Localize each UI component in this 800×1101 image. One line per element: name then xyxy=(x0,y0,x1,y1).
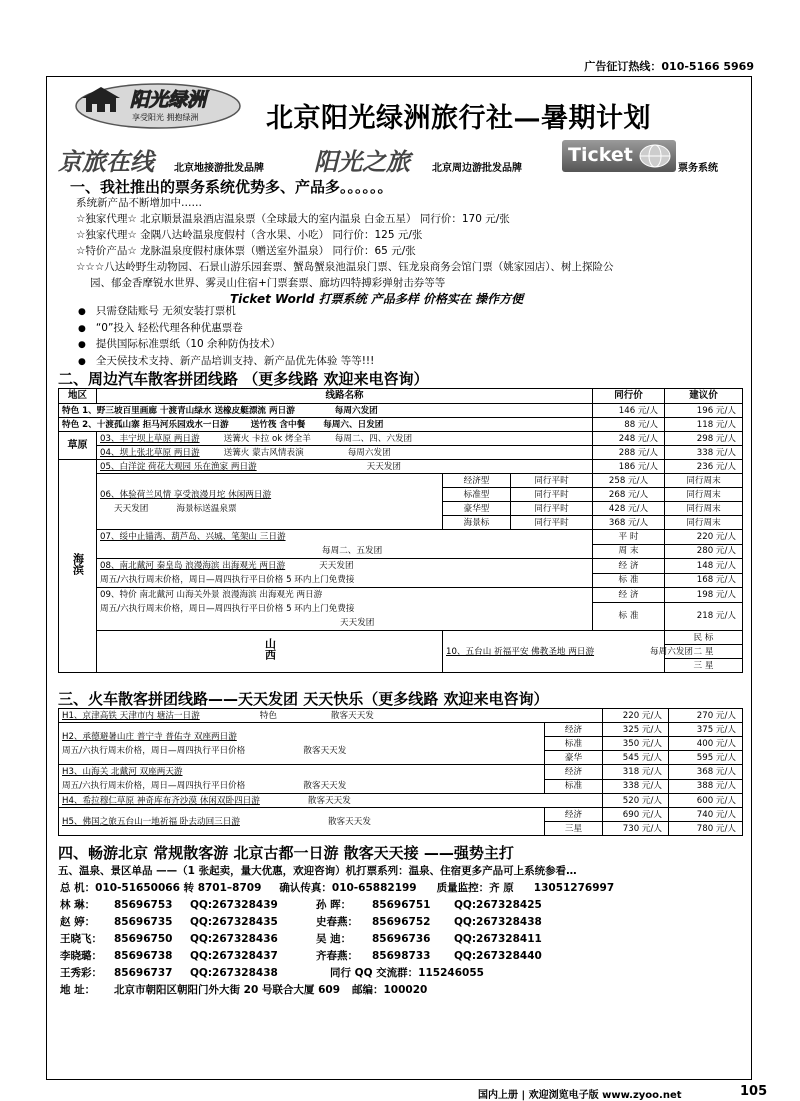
suggest-price: 270 元/人 xyxy=(669,709,743,723)
train-tour-table xyxy=(58,708,743,836)
period-label: 平 时 xyxy=(593,530,665,545)
footer-text: 国内上册 | 欢迎浏览电子版 www.zyoo.net xyxy=(478,1090,682,1101)
table-row xyxy=(59,588,743,603)
s1-line-3: ☆特价产品☆ 龙脉温泉度假村康体票（赠送室外温泉） 同行价：65 元/张 xyxy=(76,245,416,257)
s1-line-1: ☆独家代理☆ 北京顺景温泉酒店温泉票（全球最大的室内温泉 白金五星） 同行价：170 元/张 xyxy=(76,213,510,225)
s1-bullet: ● 全天侯技术支持、新产品培训支持、新产品优先体验 等等!!! xyxy=(78,354,374,371)
grade-label: 经 济 xyxy=(593,559,665,574)
bus-tour-table xyxy=(58,388,743,673)
table-row xyxy=(59,418,743,432)
table-row xyxy=(59,559,743,574)
suggest-price: 595 元/人 xyxy=(669,751,743,765)
table-row xyxy=(59,446,743,460)
price-label: 同行平时 xyxy=(511,502,593,516)
grade-label: 豪华 xyxy=(545,751,603,765)
suggest-price: 400 元/人 xyxy=(669,737,743,751)
suggest-price: 740 元/人 xyxy=(669,808,743,822)
peer-price: 690 元/人 xyxy=(603,808,669,822)
table-row xyxy=(59,723,743,737)
peer-price: 325 元/人 xyxy=(603,723,669,737)
ad-hotline: 广告征订热线：010-5166 5969 xyxy=(584,60,754,73)
route-cell: H3、山海关 北戴河 双座两天游 周五/六执行周末价格，周日—周四执行平日价格 散客天天发 xyxy=(59,765,545,794)
table-row xyxy=(59,474,743,488)
logo-name: 阳光绿洲 xyxy=(130,89,207,111)
brand-logo-jinglv: 京旅在线 xyxy=(58,147,154,176)
col-route: 线路名称 xyxy=(97,389,593,404)
period-label: 周 末 xyxy=(593,544,665,559)
suggest-price: 236 元/人 xyxy=(665,460,743,474)
peer-price: 520 元/人 xyxy=(603,794,669,808)
table-row xyxy=(59,460,743,474)
peer-price: 186 元/人 xyxy=(593,460,665,474)
logo-slogan: 享受阳光 拥抱绿洲 xyxy=(132,113,199,122)
grade-label: 标准 xyxy=(545,737,603,751)
peer-price: 280 元/人 xyxy=(665,544,743,559)
grade-label: 三星 xyxy=(545,822,603,836)
ticket-world-logo xyxy=(562,140,676,172)
grade-label: 标 准 xyxy=(593,602,665,630)
peer-price: 730 元/人 xyxy=(603,822,669,836)
s1-intro: 系统新产品不断增加中…… xyxy=(76,197,202,209)
peer-price: 220 元/人 xyxy=(665,530,743,545)
route-cell: H5、佛国之旅五台山一地祈福 卧去动回三日游 散客天天发 xyxy=(59,808,545,836)
route-cell: 03、丰宁坝上草原 两日游 送篝火 卡拉 ok 烤全羊 每周二、四、六发团 xyxy=(97,432,593,446)
section-2-title: 二、周边汽车散客拼团线路 （更多线路 欢迎来电咨询） xyxy=(58,370,429,388)
brand-note-jinglv: 北京地接游批发品牌 xyxy=(174,163,264,174)
ticket-logo-text: Ticket xyxy=(568,144,633,166)
room-type: 豪华型 xyxy=(443,502,511,516)
s1-bullet: ● 只需登陆账号 无须安装打票机 xyxy=(78,304,374,321)
route-cell: 05、白洋淀 荷花大观园 乐在渔家 两日游 天天发团 xyxy=(97,460,593,474)
weekend-label: 同行周末 xyxy=(665,502,743,516)
room-type: 海景标 xyxy=(443,516,511,530)
region-shanxi: 山西 xyxy=(97,631,443,673)
s1-line-2: ☆独家代理☆ 金隅八达岭温泉度假村（含水果、小吃） 同行价：125 元/张 xyxy=(76,229,423,241)
contact-main: 总 机：010-51650066 转 8701–8709 确认传真：010-65882199 质量监控：齐 原 13051276997 xyxy=(60,882,615,894)
weekend-label: 同行周末 xyxy=(665,488,743,502)
suggest-price: 196 元/人 xyxy=(665,404,743,418)
peer-price: 218 元/人 xyxy=(665,602,743,630)
col-suggest-price: 建议价 xyxy=(665,389,743,404)
price-label: 同行平时 xyxy=(511,474,593,488)
contact-row: 林 琳： 85696753 QQ:267328439 孙 晖： 85696751 QQ:267328425 xyxy=(60,899,542,911)
page-number: 105 xyxy=(740,1084,768,1099)
region-grassland: 草原 xyxy=(59,432,97,460)
col-region: 地区 xyxy=(59,389,97,404)
section-1-title: 一、我社推出的票务系统优势多、产品多。。。。。。 xyxy=(70,178,393,196)
peer-price: 220 元/人 xyxy=(603,709,669,723)
route-cell: 07、绥中止锚湾、葫芦岛、兴城、笔架山 三日游 每周二、五发团 xyxy=(97,530,593,559)
route-cell: 06、体验荷兰风情 享受浪漫月坨 休闲两日游 天天发团 海景标送温泉票 xyxy=(97,474,443,530)
route-cell: 08、南北戴河 秦皇岛 浪漫海滨 出海观光 两日游 天天发团 周五/六执行周末价格，周日—周四执行平日价格 5 环内上门免费接 xyxy=(97,559,593,588)
peer-price: 258 元/人 xyxy=(593,474,665,488)
peer-price: 288 元/人 xyxy=(593,446,665,460)
weekend-label: 同行周末 xyxy=(665,474,743,488)
table-row xyxy=(59,765,743,780)
suggest-price: 298 元/人 xyxy=(665,432,743,446)
table-header-row xyxy=(59,389,743,404)
region-seaside: 海滨 xyxy=(59,460,97,673)
section-4-title: 四、畅游北京 常规散客游 北京古都一日游 散客天天接 ——强势主打 xyxy=(58,844,514,862)
brand-note-yangguang: 北京周边游批发品牌 xyxy=(432,163,522,174)
s1-bullet: ● 提供国际标准票纸（10 余种防伪技术） xyxy=(78,337,374,354)
peer-price: 318 元/人 xyxy=(603,765,669,780)
grade-label: 经济 xyxy=(545,723,603,737)
route-cell: H1、京津高铁 天津市内 塘沽一日游 特色 散客天天发 xyxy=(59,709,603,723)
peer-price: 338 元/人 xyxy=(603,779,669,794)
table-row xyxy=(59,432,743,446)
ticket-world-tagline: Ticket World 打票系统 产品多样 价格实在 操作方便 xyxy=(230,292,524,306)
suggest-price: 600 元/人 xyxy=(669,794,743,808)
route-cell: 特色 1、野三坡百里画廊 十渡青山绿水 送橡皮艇漂流 两日游 每周六发团 xyxy=(59,404,593,418)
suggest-price: 118 元/人 xyxy=(665,418,743,432)
route-cell: 04、坝上张北草原 两日游 送篝火 蒙古风情表演 每周六发团 xyxy=(97,446,593,460)
route-cell: 10、五台山 祈福平安 佛教圣地 两日游 每周六发团 xyxy=(443,631,665,673)
weekend-label: 同行周末 xyxy=(665,516,743,530)
grade-label: 经济 xyxy=(545,808,603,822)
route-cell: H4、希拉穆仁草原 神奇库布齐沙漠 休闲双卧四日游 散客天天发 xyxy=(59,794,603,808)
suggest-price: 375 元/人 xyxy=(669,723,743,737)
peer-price: 88 元/人 xyxy=(593,418,665,432)
s1-bullet: ● “0”投入 轻松代理各种优惠票卷 xyxy=(78,321,374,338)
contact-row: 赵 婷： 85696735 QQ:267328435 史春燕： 85696752 QQ:267328438 xyxy=(60,916,542,928)
price-label: 同行平时 xyxy=(511,516,593,530)
room-type: 经济型 xyxy=(443,474,511,488)
grade-label: 标 准 xyxy=(593,573,665,588)
peer-price: 428 元/人 xyxy=(593,502,665,516)
peer-price: 148 元/人 xyxy=(665,559,743,574)
suggest-price: 780 元/人 xyxy=(669,822,743,836)
table-row xyxy=(59,808,743,822)
suggest-price: 388 元/人 xyxy=(669,779,743,794)
price-label: 同行平时 xyxy=(511,488,593,502)
contact-row: 王秀彩： 85696737 QQ:267328438 同行 QQ 交流群：115246055 xyxy=(60,967,484,979)
route-cell: 特色 2、十渡孤山寨 拒马河乐园戏水一日游 送竹筏 含中餐 每周六、日发团 xyxy=(59,418,593,432)
peer-price: 368 元/人 xyxy=(593,516,665,530)
peer-price: 198 元/人 xyxy=(665,588,743,603)
peer-price: 146 元/人 xyxy=(593,404,665,418)
route-cell: H2、承德避暑山庄 普宁寺 普佑寺 双座两日游 周五/六执行周末价格，周日—周四执行平日价格 散客天天发 xyxy=(59,723,545,765)
peer-price: 168 元/人 xyxy=(665,573,743,588)
contact-row: 李晓璐： 85696738 QQ:267328437 齐春燕： 85698733 QQ:267328440 xyxy=(60,950,542,962)
s1-line-4: ☆☆☆八达岭野生动物园、石景山游乐园套票、蟹岛蟹泉池温泉门票、钰龙泉商务会馆门票（姚家园店）、树上探险公 xyxy=(76,261,614,273)
col-peer-price: 同行价 xyxy=(593,389,665,404)
s1-line-5: 园、郁金香摩锐水世界、雾灵山住宿+门票套票、廊坊四特搏彩弹射击券等等 xyxy=(90,277,446,289)
globe-icon xyxy=(638,143,672,169)
peer-price: 248 元/人 xyxy=(593,432,665,446)
contact-address: 地 址： 北京市朝阳区朝阳门外大街 20 号联合大厦 609 邮编：100020 xyxy=(60,984,428,996)
peer-price: 268 元/人 xyxy=(593,488,665,502)
contact-row: 王晓飞： 85696750 QQ:267328436 吴 迪： 85696736 QQ:267328411 xyxy=(60,933,542,945)
table-row xyxy=(59,530,743,545)
section-5-title: 五、温泉、景区单品 ——（1 张起卖，量大优惠，欢迎咨询）机打票系列：温泉、住宿更多产品可上系统参看… xyxy=(58,865,577,877)
peer-price: 545 元/人 xyxy=(603,751,669,765)
page-title: 北京阳光绿洲旅行社—暑期计划 xyxy=(266,103,651,134)
s1-bullet-list xyxy=(78,304,374,370)
table-row xyxy=(59,404,743,418)
brand-note-ticket: 票务系统 xyxy=(678,163,718,174)
route-cell: 09、特价 南北戴河 山海关外景 浪漫海滨 出海观光 两日游 周五/六执行周末价格，周日—周四执行平日价格 5 环内上门免费接 天天发团 xyxy=(97,588,593,631)
grade-label: 经 济 xyxy=(593,588,665,603)
grade-label: 民 标 xyxy=(665,631,743,645)
grade-label: 二 星 xyxy=(665,645,743,659)
grade-label: 标准 xyxy=(545,779,603,794)
grade-label: 三 星 xyxy=(665,659,743,673)
section-3-title: 三、火车散客拼团线路——天天发团 天天快乐（更多线路 欢迎来电咨询） xyxy=(58,690,549,708)
table-row xyxy=(59,794,743,808)
suggest-price: 338 元/人 xyxy=(665,446,743,460)
brand-logo-yangguang: 阳光之旅 xyxy=(314,147,410,176)
table-row xyxy=(59,631,743,645)
table-row xyxy=(59,709,743,723)
room-type: 标准型 xyxy=(443,488,511,502)
company-logo xyxy=(74,82,242,130)
peer-price: 350 元/人 xyxy=(603,737,669,751)
suggest-price: 368 元/人 xyxy=(669,765,743,780)
grade-label: 经济 xyxy=(545,765,603,780)
